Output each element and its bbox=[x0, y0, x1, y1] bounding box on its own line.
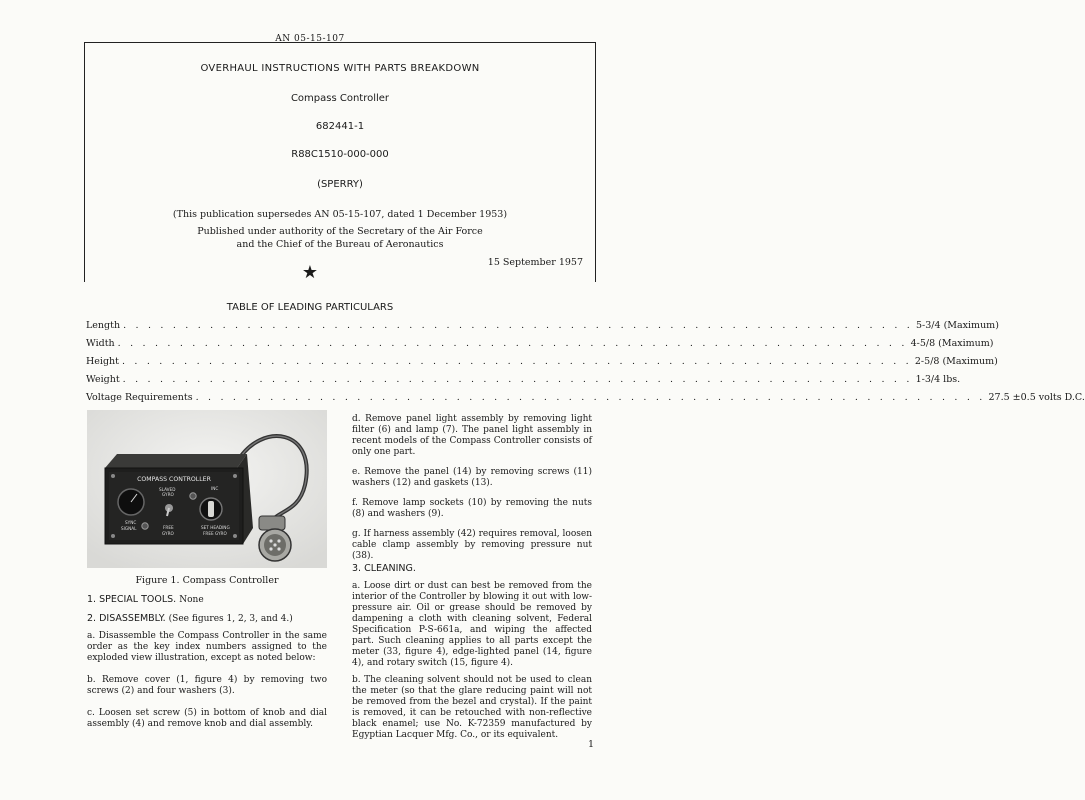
particular-value: 1-3/4 lbs. bbox=[915, 374, 961, 385]
cleaning-para-a: a. Loose dirt or dust can best be removed from the interior of the Controller by blowing it out with low-pressure air. Oil or grease should be removed by dampening a cloth with cleaning solvent, Federal Specification P-S-661a, and wiping the affected part. Such cleaning applies to all parts except the meter (33, figure 4), edge-lighted panel (14, figure 4), and rotary switch (15, figure 4). bbox=[352, 581, 592, 668]
disassembly-para-d: d. Remove panel light assembly by removing light filter (6) and lamp (7). The panel light assembly in recent models of the Compass Controller consists of only one part. bbox=[352, 414, 592, 457]
cleaning-heading: 3. CLEANING. bbox=[352, 563, 416, 574]
particular-row-weight bbox=[86, 374, 961, 388]
gyro2-label: GYRO bbox=[162, 531, 174, 536]
disassembly-para-f: f. Remove lamp sockets (10) by removing the nuts (8) and washers (9). bbox=[352, 498, 592, 519]
leader-dots: . . . . . . . . . . . . . . . . . . . . . . . . . . . . . . . . . . . . . . . . . . . . . . . . . . . . . . . . . . . . . . . . bbox=[123, 320, 913, 331]
gyro-label: GYRO bbox=[162, 492, 174, 497]
particular-label: Length bbox=[86, 320, 121, 331]
slaved-label: SLAVED bbox=[159, 487, 176, 492]
particular-row-voltage bbox=[86, 392, 1085, 406]
compass-controller-photo bbox=[87, 410, 327, 568]
leader-dots: . . . . . . . . . . . . . . . . . . . . . . . . . . . . . . . . . . . . . . . . . . . . . . . . . . . . . . . . . . . . . . . . bbox=[195, 392, 986, 403]
signal-label: SIGNAL bbox=[121, 526, 137, 531]
leader-dots: . . . . . . . . . . . . . . . . . . . . . . . . . . . . . . . . . . . . . . . . . . . . . . . . . . . . . . . . . . . . . . . . bbox=[117, 338, 908, 349]
page-number: 1 bbox=[588, 739, 595, 750]
leader-dots: . . . . . . . . . . . . . . . . . . . . . . . . . . . . . . . . . . . . . . . . . . . . . . . . . . . . . . . . . . . . . . . . bbox=[121, 356, 912, 367]
disassembly-heading: 2. DISASSEMBLY. bbox=[87, 613, 166, 624]
cleaning-para-b: b. The cleaning solvent should not be used to clean the meter (so that the glare reducing paint will not be removed from the bezel and crystal). If the paint is removed, it can be retouched with non-reflective black enamel; use No. K-72359 manufactured by Egyptian Lacquer Mfg. Co., or its equivalent. bbox=[352, 675, 592, 740]
reference-number: R88C1510-000-000 bbox=[291, 149, 389, 160]
publication-date: 15 September 1957 bbox=[487, 257, 583, 268]
compass-controller-illustration bbox=[87, 410, 327, 568]
particular-value: 2-5/8 (Maximum) bbox=[914, 356, 998, 367]
particular-value: 5-3/4 (Maximum) bbox=[916, 320, 999, 331]
sync-label: SYNC bbox=[125, 520, 137, 525]
particular-value: 27.5 ±0.5 volts D.C. bbox=[988, 392, 1085, 403]
set-heading-label: SET HEADING bbox=[201, 525, 230, 530]
particular-row-length bbox=[86, 320, 999, 334]
section-2-heading bbox=[87, 613, 293, 624]
disassembly-para-g: g. If harness assembly (42) requires removal, loosen cable clamp assembly by removing pressure nut (38). bbox=[352, 529, 592, 561]
disassembly-para-e: e. Remove the panel (14) by removing screws (11) washers (12) and gaskets (13). bbox=[352, 467, 592, 488]
manufacturer: (SPERRY) bbox=[317, 179, 363, 190]
panel-title-text: COMPASS CONTROLLER bbox=[137, 476, 211, 483]
leader-dots: . . . . . . . . . . . . . . . . . . . . . . . . . . . . . . . . . . . . . . . . . . . . . . . . . . . . . . . . . . . . . . . . bbox=[122, 374, 913, 385]
authority-line-2: and the Chief of the Bureau of Aeronautics bbox=[236, 239, 444, 250]
main-title: OVERHAUL INSTRUCTIONS WITH PARTS BREAKDOWN bbox=[200, 63, 480, 74]
particular-label: Voltage Requirements bbox=[86, 392, 193, 403]
disassembly-ref: (See figures 1, 2, 3, and 4.) bbox=[168, 614, 293, 624]
subject-title: Compass Controller bbox=[290, 93, 390, 104]
particular-value: 4-5/8 (Maximum) bbox=[910, 338, 994, 349]
free-label: FREE bbox=[163, 525, 174, 530]
star-icon: ★ bbox=[301, 262, 319, 283]
authority-line-1: Published under authority of the Secretary of the Air Force bbox=[197, 226, 483, 237]
document-number: AN 05-15-107 bbox=[275, 34, 345, 44]
particulars-heading: TABLE OF LEADING PARTICULARS bbox=[226, 302, 394, 313]
particular-row-width bbox=[86, 338, 994, 352]
title-block bbox=[84, 42, 596, 282]
section-1-heading bbox=[87, 594, 204, 605]
free-gyro-label: FREE GYRO bbox=[203, 531, 227, 536]
disassembly-para-b: b. Remove cover (1, figure 4) by removing two screws (2) and four washers (3). bbox=[87, 675, 327, 696]
figure-caption: Figure 1. Compass Controller bbox=[135, 575, 279, 586]
special-tools-heading: 1. SPECIAL TOOLS. bbox=[87, 594, 177, 605]
particular-label: Width bbox=[86, 338, 115, 349]
inc-label: INC bbox=[211, 486, 219, 491]
particular-label: Height bbox=[86, 356, 119, 367]
supersedes-note: (This publication supersedes AN 05-15-107, dated 1 December 1953) bbox=[172, 209, 508, 220]
disassembly-para-c: c. Loosen set screw (5) in bottom of knob and dial assembly (4) and remove knob and dial assembly. bbox=[87, 708, 327, 729]
particular-row-height bbox=[86, 356, 998, 370]
particular-label: Weight bbox=[86, 374, 120, 385]
disassembly-para-a: a. Disassemble the Compass Controller in the same order as the key index numbers assigned to the exploded view illustration, except as noted below: bbox=[87, 631, 327, 663]
special-tools-text: None bbox=[179, 595, 204, 605]
part-number: 682441-1 bbox=[315, 121, 365, 132]
